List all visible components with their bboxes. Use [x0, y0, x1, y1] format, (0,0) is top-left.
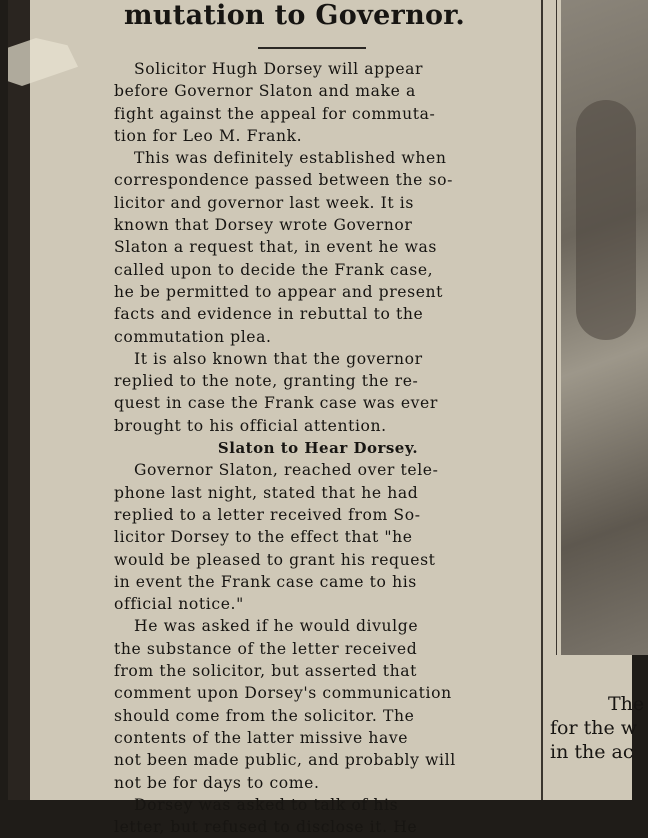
body-line: before Governor Slaton and make a	[114, 82, 416, 101]
body-line: would be pleased to grant his request	[114, 550, 436, 569]
body-line: not be for days to come.	[114, 773, 320, 792]
subheading: Slaton to Hear Dorsey.	[217, 439, 419, 458]
body-line: replied to a letter received from So-	[114, 505, 421, 524]
body-line: tion for Leo M. Frank.	[114, 126, 303, 145]
paper-tear	[8, 38, 78, 86]
body-line: comment upon Dorsey's communication	[114, 684, 452, 703]
body-line: official notice."	[114, 595, 244, 614]
body-line: known that Dorsey wrote Governor	[114, 216, 413, 235]
body-line: the substance of the letter received	[114, 639, 418, 658]
body-line: Governor Slaton, reached over tele-	[134, 461, 439, 480]
body-line: phone last night, stated that he had	[114, 483, 419, 502]
body-line: quest in case the Frank case was ever	[114, 394, 438, 413]
body-line: This was definitely established when	[134, 149, 447, 168]
body-line: not been made public, and probably will	[114, 751, 456, 770]
body-line: replied to the note, granting the re-	[114, 372, 419, 391]
article	[108, 0, 528, 837]
photo-figure	[576, 100, 636, 340]
caption-line: for the w	[550, 717, 638, 739]
headline: mutation to Governor.	[124, 0, 466, 31]
body-line: It is also known that the governor	[134, 349, 423, 368]
body-line: Solicitor Hugh Dorsey will appear	[134, 60, 424, 78]
body-line: contents of the latter missive have	[114, 728, 409, 747]
body-line: he be permitted to appear and present	[114, 282, 444, 301]
newspaper-page	[8, 0, 645, 837]
body-line: commutation plea.	[114, 327, 272, 346]
headline-rule	[258, 47, 366, 49]
column-rule	[541, 0, 543, 800]
body-line: brought to his official attention.	[114, 416, 387, 435]
body-line: licitor and governor last week. It is	[114, 193, 414, 212]
body-line: facts and evidence in rebuttal to the	[114, 305, 424, 324]
photo-border	[556, 0, 557, 655]
body-line: fight against the appeal for commuta-	[114, 104, 436, 123]
adjacent-column-text	[550, 692, 648, 764]
body-line: Dorsey was asked to talk of his	[134, 795, 399, 814]
article-body	[114, 58, 522, 838]
body-line: Slaton a request that, in event he was	[114, 238, 438, 257]
body-line: should come from the solicitor. The	[114, 706, 415, 725]
body-line: from the solicitor, but asserted that	[114, 662, 417, 681]
body-line: licitor Dorsey to the effect that "he	[114, 528, 413, 547]
body-line: in event the Frank case came to his	[114, 572, 417, 591]
body-line: called upon to decide the Frank case,	[114, 260, 434, 279]
caption-line: in the ac	[550, 741, 634, 763]
body-line: correspondence passed between the so-	[114, 171, 453, 190]
body-line: letter, but refused to disclose it. He	[114, 818, 418, 837]
caption-line: The	[608, 693, 645, 715]
page-edge	[8, 0, 30, 800]
body-line: He was asked if he would divulge	[134, 617, 419, 636]
